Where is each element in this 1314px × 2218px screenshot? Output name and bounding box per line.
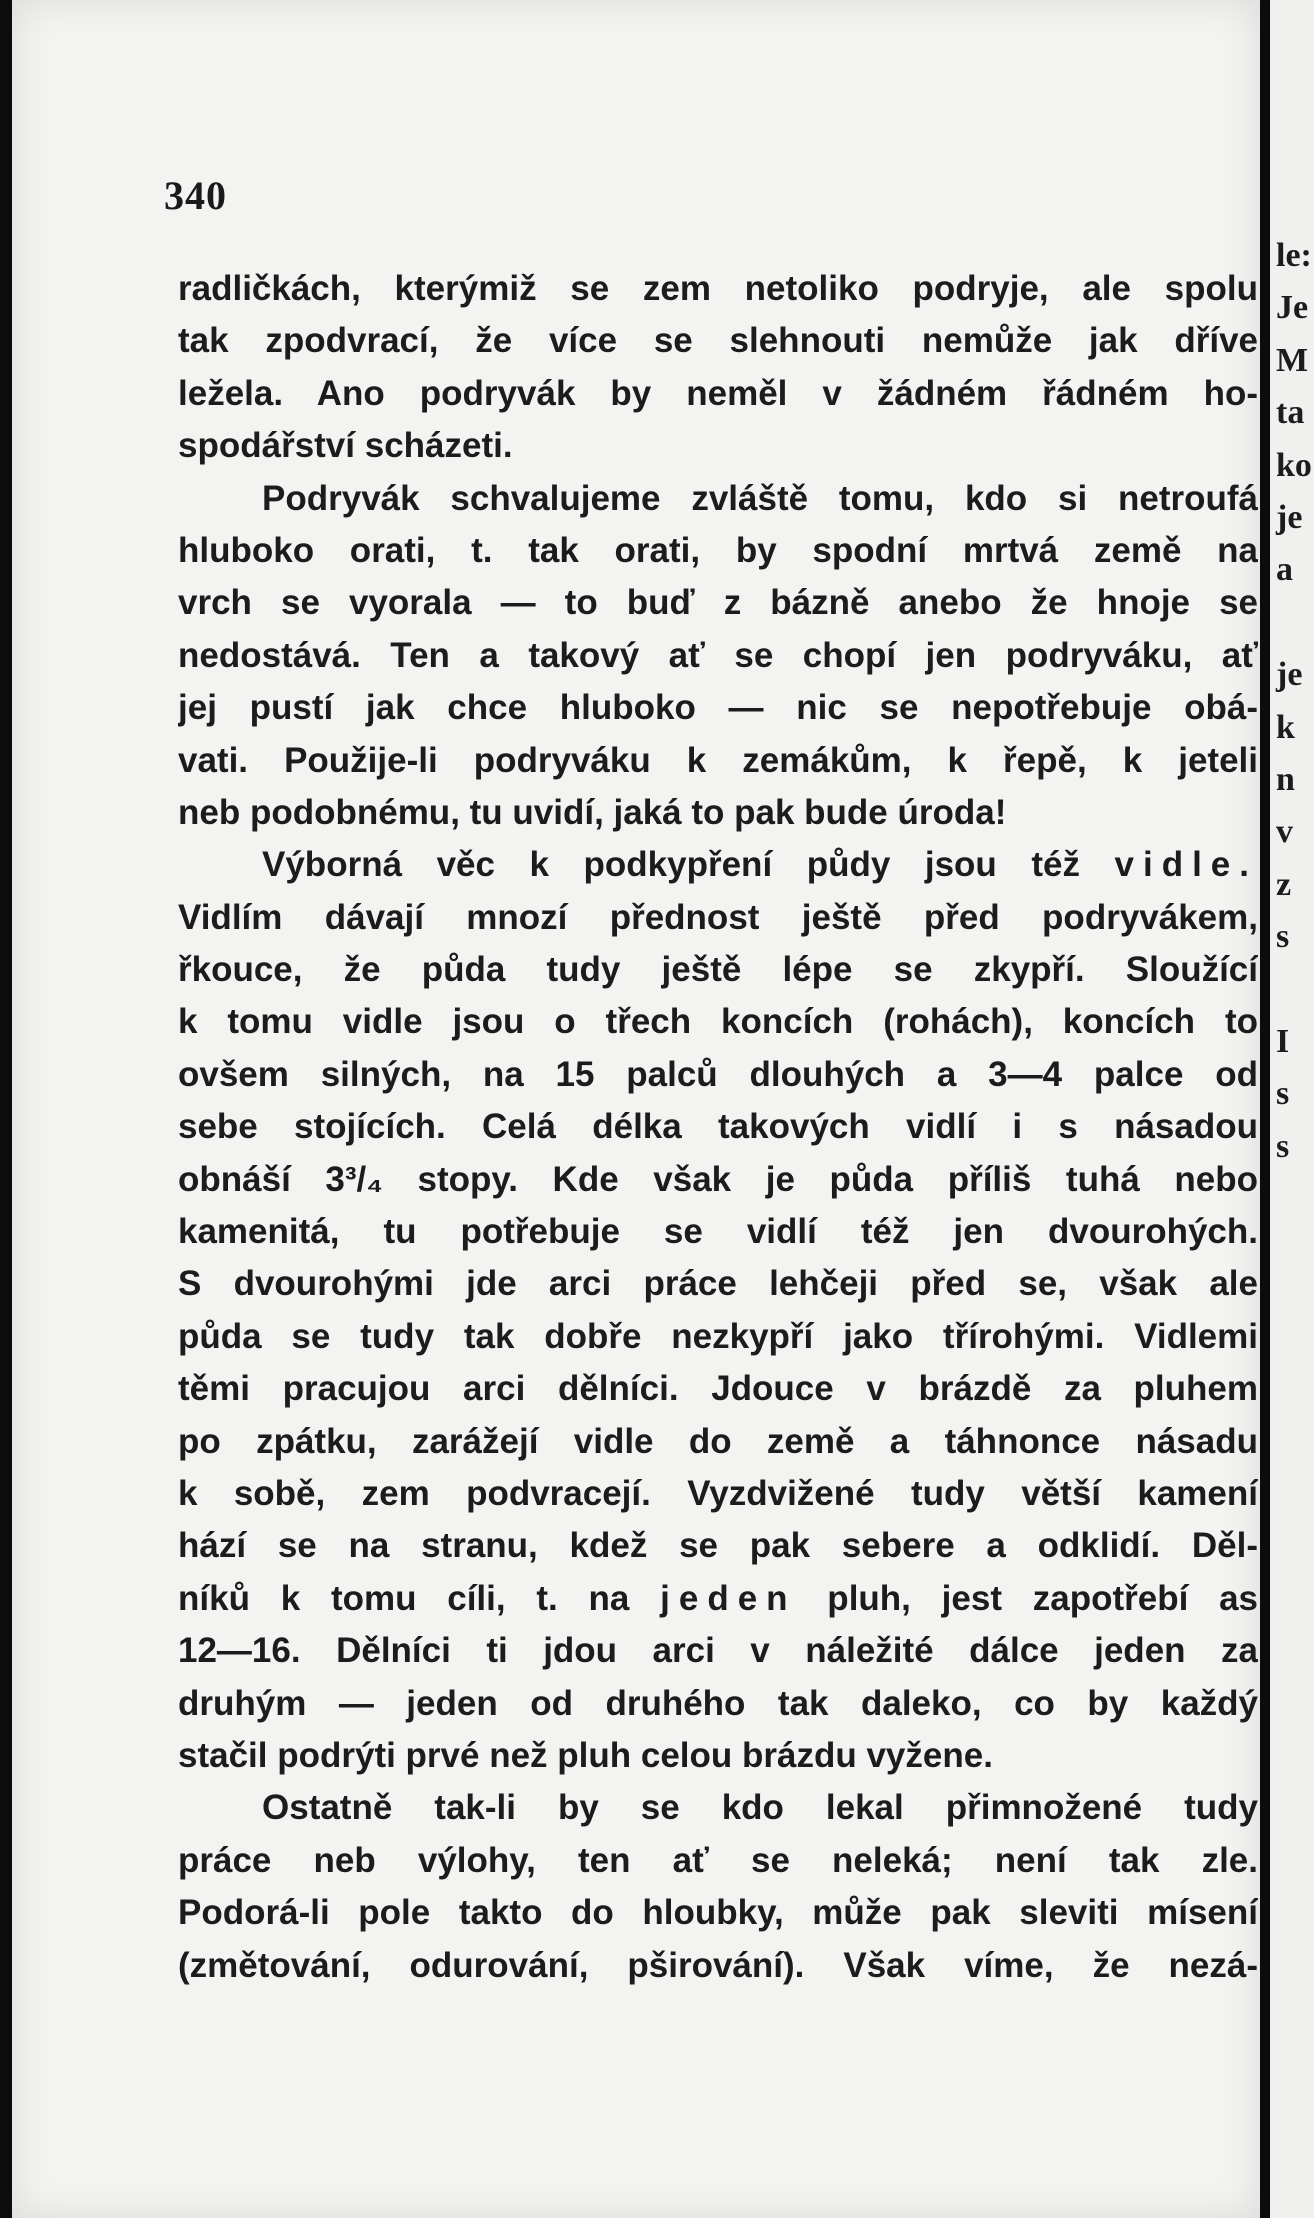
text-line: ležela. Ano podryvák by neměl v žádném řádném ho- bbox=[178, 373, 1258, 413]
next-page-fragment: n bbox=[1276, 760, 1295, 798]
page-number: 340 bbox=[164, 173, 227, 218]
text-line: k sobě, zem podvracejí. Vyzdvižené tudy větší kamení bbox=[178, 1473, 1258, 1513]
next-page-fragment: v bbox=[1276, 813, 1293, 851]
text-line: níků k tomu cíli, t. na jeden pluh, jest zapotřebí as bbox=[178, 1578, 1258, 1618]
text-line: obnáší 3³/₄ stopy. Kde však je půda příliš tuhá nebo bbox=[178, 1159, 1258, 1199]
emphasized-word: jeden bbox=[660, 1578, 797, 1618]
next-page-fragment bbox=[1276, 597, 1312, 649]
text-line: po zpátku, zarážejí vidle do země a táhnonce násadu bbox=[178, 1421, 1258, 1461]
text-line: hluboko orati, t. tak orati, by spodní mrtvá země na bbox=[178, 530, 1258, 570]
text-line: kamenitá, tu potřebuje se vidlí též jen dvourohých. bbox=[178, 1212, 1258, 1252]
next-page-fragment: M bbox=[1276, 341, 1309, 379]
text-line: neb podobnému, tu uvidí, jaká to pak bude úroda! bbox=[178, 792, 1007, 832]
book-page bbox=[12, 0, 1260, 2218]
next-page-fragment: je bbox=[1276, 498, 1303, 536]
text-line: nedostává. Ten a takový ať se chopí jen podryváku, ať bbox=[178, 635, 1258, 675]
next-page-fragment: s bbox=[1276, 918, 1290, 956]
next-page-fragment: ta bbox=[1276, 394, 1305, 432]
text-line: těmi pracujou arci dělníci. Jdouce v brázdě za pluhem bbox=[178, 1369, 1258, 1409]
text-line: radličkách, kterýmiž se zem netoliko podryje, ale spolu bbox=[178, 269, 1258, 308]
emphasized-word: vidle. bbox=[1114, 845, 1258, 885]
next-page-fragment: a bbox=[1276, 551, 1293, 589]
text-line: práce neb výlohy, ten ať se neleká; není tak zle. bbox=[178, 1840, 1258, 1880]
text-line: ovšem silných, na 15 palců dlouhých a 3—4 palce od bbox=[178, 1054, 1258, 1094]
text-line: k tomu vidle jsou o třech koncích (rohách), koncích to bbox=[178, 1002, 1258, 1042]
next-page-fragment bbox=[1276, 963, 1312, 1015]
text-line: (změtování, odurování, pširování). Však víme, že nezá- bbox=[178, 1945, 1258, 1985]
text-line: vati. Použije-li podryváku k zemákům, k řepě, k jeteli bbox=[178, 740, 1258, 780]
text-line: stačil podrýti prvé než pluh celou brázdu vyžene. bbox=[178, 1735, 993, 1775]
text-line: Výborná věc k podkypření půdy jsou též vidle. bbox=[262, 845, 1258, 885]
text-line: vrch se vyorala — to buď z bázně anebo že hnoje se bbox=[178, 583, 1258, 623]
next-page-fragment: I bbox=[1276, 1022, 1290, 1060]
next-page-fragment: k bbox=[1276, 708, 1295, 746]
body-text bbox=[178, 263, 1258, 1992]
text-line: Ostatně tak-li by se kdo lekal přimnožené tudy bbox=[262, 1788, 1258, 1828]
text-line: půda se tudy tak dobře nezkypří jako třírohými. Vidlemi bbox=[178, 1316, 1258, 1356]
text-line: tak zpodvrací, že více se slehnouti nemůže jak dříve bbox=[178, 321, 1258, 361]
text-line: S dvourohými jde arci práce lehčeji před se, však ale bbox=[178, 1264, 1258, 1304]
text-line: Vidlím dávají mnozí přednost ještě před podryvákem, bbox=[178, 897, 1258, 937]
scan-left-edge bbox=[0, 0, 12, 2218]
next-page-text-fragments bbox=[1276, 230, 1312, 1173]
next-page-fragment: le: bbox=[1276, 237, 1312, 274]
text-line: sebe stojících. Celá délka takových vidlí i s násadou bbox=[178, 1107, 1258, 1147]
text-line: řkouce, že půda tudy ještě lépe se zkypří. Sloužící bbox=[178, 950, 1258, 990]
text-line: spodářství scházeti. bbox=[178, 426, 513, 466]
next-page-fragment: s bbox=[1276, 1127, 1290, 1165]
text-line: hází se na stranu, kdež se pak sebere a odklidí. Děl- bbox=[178, 1526, 1258, 1566]
next-page-fragment: s bbox=[1276, 1075, 1290, 1113]
next-page-fragment: Je bbox=[1276, 289, 1309, 327]
text-line: Podryvák schvalujeme zvláště tomu, kdo si netroufá bbox=[262, 478, 1258, 518]
text-line: druhým — jeden od druhého tak daleko, co by každý bbox=[178, 1683, 1258, 1723]
next-page-fragment: ko bbox=[1276, 446, 1312, 484]
text-line: Podorá-li pole takto do hloubky, může pak sleviti mísení bbox=[178, 1893, 1258, 1933]
next-page-fragment: je bbox=[1276, 656, 1303, 694]
text-line: 12—16. Dělníci ti jdou arci v náležité dálce jeden za bbox=[178, 1631, 1258, 1671]
page-gutter bbox=[1260, 0, 1270, 2218]
text-line: jej pustí jak chce hluboko — nic se nepotřebuje obá- bbox=[178, 688, 1258, 728]
next-page-fragment: z bbox=[1276, 865, 1292, 903]
next-page-edge bbox=[1270, 0, 1314, 2218]
